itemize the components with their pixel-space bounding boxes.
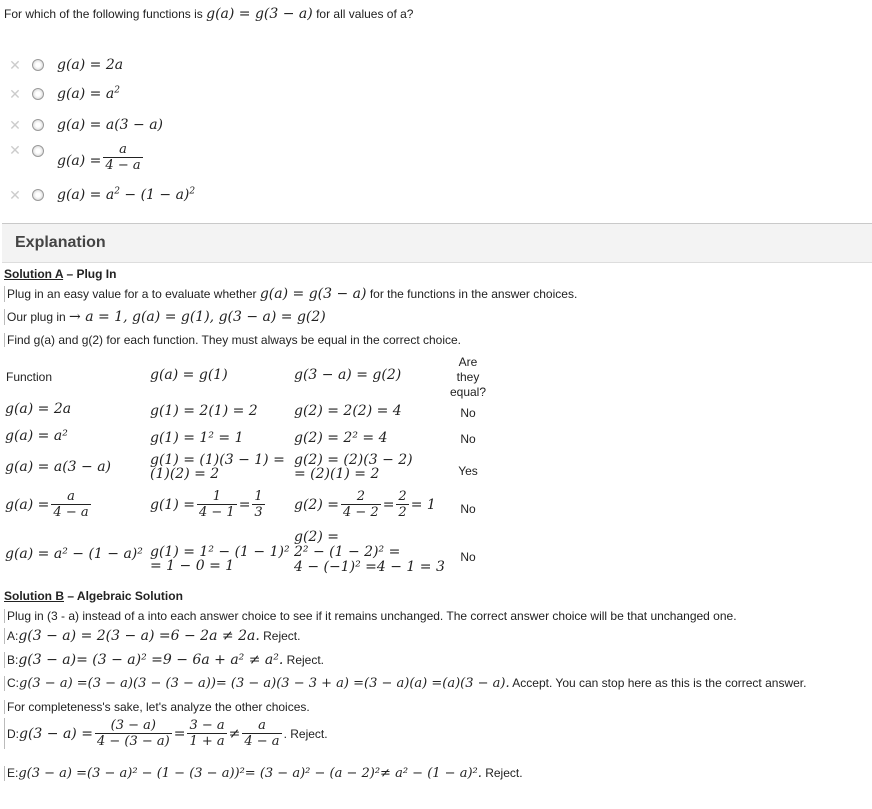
- solution-b-choice-c: C:g(3 − a) =(3 − a)(3 − (3 − a))= (3 − a)(3 − 3 + a) =(3 − a)(a) =(a)(3 − a). Accept. You can stop here as this is the correct answer.: [4, 676, 806, 691]
- table-row-1-equal: No: [460, 406, 476, 420]
- answer-choice-a[interactable]: ✕ g(a) = 2a: [9, 56, 124, 73]
- question-text: For which of the following functions is g(a) = g(3 − a) for all values of a?: [4, 6, 414, 22]
- table-row-3-ga: g(1) = (1)(3 − 1) = (1)(2) = 2: [150, 452, 285, 482]
- question-expression: g(a) = g(3 − a): [206, 6, 313, 22]
- answer-choice-c[interactable]: ✕ g(a) = a(3 − a): [9, 116, 164, 133]
- explanation-title: Explanation: [15, 234, 106, 251]
- solution-b-completeness: For completeness's sake, let's analyze the other choices.: [4, 700, 310, 714]
- table-row-4-g3a: g(2) = $\frac{2}{4 - 2}$ = $\frac{2}{2}$ = 1: [294, 489, 436, 520]
- radio-button[interactable]: [32, 88, 44, 100]
- table-row-5-function: g(a) = a² − (1 − a)²: [5, 546, 143, 562]
- solution-b-choice-d: D: g(3 − a) = $\frac{(3 - a)}{4 - (3 - a)}$ = $\frac{3 - a}{1 + a}$ ≠ $\frac{a}{4 - a}$ . Reject.: [4, 718, 328, 749]
- solution-b-choice-e: E:g(3 − a) =(3 − a)² − (1 − (3 − a))²= (3 − a)² − (a − 2)²≠ a² − (1 − a)². Reject.: [4, 766, 523, 781]
- table-row-1-ga: g(1) = 2(1) = 2: [150, 403, 258, 419]
- wrong-x-icon: ✕: [9, 56, 21, 73]
- table-row-1-g3a: g(2) = 2(2) = 4: [294, 403, 402, 419]
- table-row-2-g3a: g(2) = 2² = 4: [294, 430, 388, 446]
- radio-button[interactable]: [32, 119, 44, 131]
- table-header-ga: g(a) = g(1): [150, 367, 228, 383]
- explanation-panel: [2, 223, 872, 263]
- solution-b-intro: Plug in (3 - a) instead of a into each answer choice to see if it remains unchanged. The correct answer choice will be that unchanged one.: [4, 609, 737, 623]
- solution-a-line2: Our plug in → a = 1, g(a) = g(1), g(3 − a) = g(2): [4, 309, 326, 325]
- radio-button[interactable]: [32, 59, 44, 71]
- table-row-3-function: g(a) = a(3 − a): [5, 459, 112, 475]
- answer-choice-e[interactable]: ✕ $g(a) = a^2 - (1 - a)^2$: [9, 186, 196, 203]
- radio-button[interactable]: [32, 189, 44, 201]
- table-row-5-equal: No: [460, 550, 476, 564]
- table-row-3-equal: Yes: [458, 464, 478, 478]
- table-row-5-g3a: g(2) = 2² − (1 − 2)² = 4 − (−1)² =4 − 1 = 3: [294, 529, 445, 575]
- table-row-2-function: g(a) = a²: [5, 428, 68, 444]
- solution-b-heading: Solution B – Algebraic Solution: [4, 589, 183, 603]
- solution-a-heading: Solution A – Plug In: [4, 267, 117, 281]
- table-row-4-ga: g(1) = $\frac{1}{4 - 1}$ = $\frac{1}{3}$: [150, 489, 263, 520]
- table-header-equal: Are they equal?: [449, 355, 487, 399]
- table-row-2-equal: No: [460, 432, 476, 446]
- wrong-x-icon: ✕: [9, 85, 21, 102]
- table-row-4-function: g(a) = $\frac{a}{4 - a}$: [5, 489, 89, 520]
- answer-choice-d[interactable]: ✕ g(a) = $\frac{a}{4 - a}$: [9, 142, 141, 173]
- solution-b-choice-a: A:g(3 − a) = 2(3 − a) =6 − 2a ≠ 2a. Reject.: [4, 628, 300, 644]
- solution-b-choice-b: B:g(3 − a)= (3 − a)² =9 − 6a + a² ≠ a². Reject.: [4, 652, 324, 668]
- table-header-g3a: g(3 − a) = g(2): [294, 367, 402, 383]
- solution-a-line3: Find g(a) and g(2) for each function. They must always be equal in the correct choice.: [4, 333, 461, 347]
- answer-choice-b[interactable]: ✕ $g(a) = a^2$: [9, 85, 120, 102]
- wrong-x-icon: ✕: [9, 186, 21, 203]
- solution-a-line1: Plug in an easy value for a to evaluate whether g(a) = g(3 − a) for the functions in the answer choices.: [4, 286, 577, 302]
- table-row-3-g3a: g(2) = (2)(3 − 2) = (2)(1) = 2: [294, 452, 413, 482]
- wrong-x-icon: ✕: [9, 142, 21, 158]
- table-row-4-equal: No: [460, 502, 476, 516]
- table-row-1-function: g(a) = 2a: [5, 401, 72, 417]
- wrong-x-icon: ✕: [9, 116, 21, 133]
- table-header-function: Function: [6, 370, 53, 384]
- table-row-2-ga: g(1) = 1² = 1: [150, 430, 244, 446]
- table-row-5-ga: g(1) = 1² − (1 − 1)² = 1 − 0 = 1: [150, 544, 290, 574]
- radio-button[interactable]: [32, 145, 44, 157]
